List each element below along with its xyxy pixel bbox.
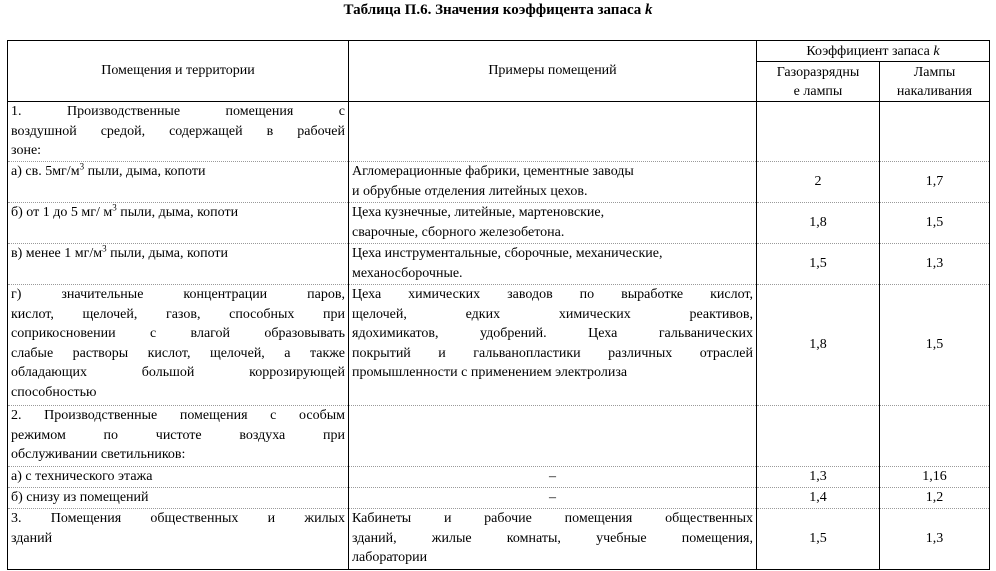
examples-dash: – — [349, 467, 757, 488]
premises-cell — [8, 244, 349, 285]
examples-line: Цеха инструментальные, сборочные, механические, — [352, 246, 663, 261]
premises-line: способностью — [11, 384, 97, 400]
incandescent-lamps-value: 1,2 — [880, 488, 990, 509]
table-row — [8, 285, 990, 406]
table-row — [8, 509, 990, 570]
examples-line: Цеха химических заводов по выработке кислот, — [352, 287, 753, 302]
examples-line: покрытий и гальванопластики различных отраслей — [352, 345, 753, 361]
premises-cell — [8, 102, 349, 162]
premises-line: слабые растворы кислот, щелочей, а также — [11, 345, 345, 361]
discharge-lamps-value: 1,8 — [757, 203, 880, 244]
header-premises: Помещения и территории — [8, 41, 349, 102]
table-title-text: Таблица П.6. Значения коэффицента запаса — [343, 2, 646, 18]
examples-cell — [349, 203, 757, 244]
header-group-text: Коэффициент запаса — [806, 43, 934, 59]
examples-cell — [349, 162, 757, 203]
incandescent-lamps-value: 1,16 — [880, 467, 990, 488]
premises-line: б) снизу из помещений — [11, 490, 149, 505]
table-row — [8, 244, 990, 285]
premises-text: б) от 1 до 5 мг/ м — [11, 205, 113, 220]
premises-line: зоне: — [11, 143, 42, 159]
table-row — [8, 406, 990, 467]
examples-line: щелочей, едких химических реактивов, — [352, 306, 753, 322]
premises-line: 2. Производственные помещения с особым — [11, 408, 345, 423]
incandescent-lamps-value — [880, 102, 990, 162]
premises-line: кислот, щелочей, газов, способных при — [11, 306, 345, 322]
table-title-k: k — [645, 2, 653, 18]
examples-line: ядохимикатов, удобрений. Цеха гальванических — [352, 326, 753, 342]
examples-cell — [349, 406, 757, 467]
premises-line: 1. Производственные помещения с — [11, 104, 345, 119]
examples-line: промышленности с применением электролиза — [352, 365, 628, 381]
premises-cell — [8, 162, 349, 203]
premises-cell — [8, 509, 349, 570]
premises-cell — [8, 488, 349, 509]
discharge-lamps-value: 1,3 — [757, 467, 880, 488]
examples-line: Цеха кузнечные, литейные, мартеновские, — [352, 205, 605, 220]
premises-line: обладающих большой коррозирующей — [11, 365, 345, 381]
header-discharge-line1: Газоразрядны — [776, 64, 860, 80]
examples-line: Кабинеты и рабочие помещения общественных — [352, 511, 753, 526]
premises-text-tail: пыли, дыма, копоти — [106, 246, 229, 261]
premises-text: а) св. 5мг/м — [11, 164, 80, 179]
incandescent-lamps-value: 1,5 — [880, 285, 990, 406]
premises-cell — [8, 203, 349, 244]
discharge-lamps-value — [757, 102, 880, 162]
header-incandescent-line1: Лампы — [913, 64, 956, 80]
incandescent-lamps-value: 1,5 — [880, 203, 990, 244]
unit-superscript: 3 — [102, 243, 107, 254]
premises-line: 3. Помещения общественных и жилых — [11, 511, 345, 526]
discharge-lamps-value — [757, 406, 880, 467]
examples-line: зданий, жилые комнаты, учебные помещения, — [352, 530, 753, 546]
header-incandescent-line2: накаливания — [896, 83, 973, 99]
table-row — [8, 488, 990, 509]
examples-line: Агломерационные фабрики, цементные заводы — [352, 164, 634, 179]
table-row — [8, 102, 990, 162]
discharge-lamps-value: 1,4 — [757, 488, 880, 509]
examples-cell — [349, 102, 757, 162]
discharge-lamps-value: 1,8 — [757, 285, 880, 406]
header-group-k: k — [933, 43, 940, 59]
examples-cell — [349, 244, 757, 285]
examples-cell — [349, 285, 757, 406]
unit-superscript: 3 — [112, 202, 117, 213]
header-group — [757, 41, 990, 62]
header-discharge-line2: е лампы — [793, 83, 843, 99]
discharge-lamps-value: 1,5 — [757, 509, 880, 570]
unit-superscript: 3 — [79, 161, 85, 172]
table-row — [8, 203, 990, 244]
incandescent-lamps-value: 1,3 — [880, 244, 990, 285]
incandescent-lamps-value: 1,3 — [880, 509, 990, 570]
premises-line: режимом по чистоте воздуха при — [11, 427, 345, 443]
table-row — [8, 162, 990, 203]
premises-line: обслуживании светильников: — [11, 447, 186, 463]
premises-text-tail: пыли, дыма, копоти — [116, 205, 239, 220]
discharge-lamps-value: 2 — [757, 162, 880, 203]
header-discharge-lamps — [757, 62, 880, 102]
premises-cell — [8, 285, 349, 406]
premises-cell — [8, 406, 349, 467]
premises-text-tail: пыли, дыма, копоти — [84, 164, 206, 179]
premises-line: а) с технического этажа — [11, 469, 153, 484]
premises-cell — [8, 467, 349, 488]
examples-line: сварочные, сборного железобетона. — [352, 224, 565, 240]
coefficient-table — [7, 40, 990, 570]
discharge-lamps-value: 1,5 — [757, 244, 880, 285]
examples-line: и обрубные отделения литейных цехов. — [352, 183, 588, 199]
examples-line: лаборатории — [352, 550, 428, 566]
premises-line: г) значительные концентрации паров, — [11, 287, 345, 302]
header-examples: Примеры помещений — [349, 41, 757, 102]
examples-line: механосборочные. — [352, 265, 463, 281]
incandescent-lamps-value — [880, 406, 990, 467]
premises-line: соприкосновении с влагой образовывать — [11, 326, 345, 342]
table-title — [0, 1, 996, 19]
header-row-1 — [8, 41, 990, 62]
incandescent-lamps-value: 1,7 — [880, 162, 990, 203]
premises-line: воздушной средой, содержащей в рабочей — [11, 123, 345, 139]
examples-cell — [349, 509, 757, 570]
header-incandescent-lamps — [880, 62, 990, 102]
premises-text: в) менее 1 мг/м — [11, 246, 103, 261]
examples-dash: – — [349, 488, 757, 509]
premises-line: зданий — [11, 530, 53, 546]
table-row — [8, 467, 990, 488]
